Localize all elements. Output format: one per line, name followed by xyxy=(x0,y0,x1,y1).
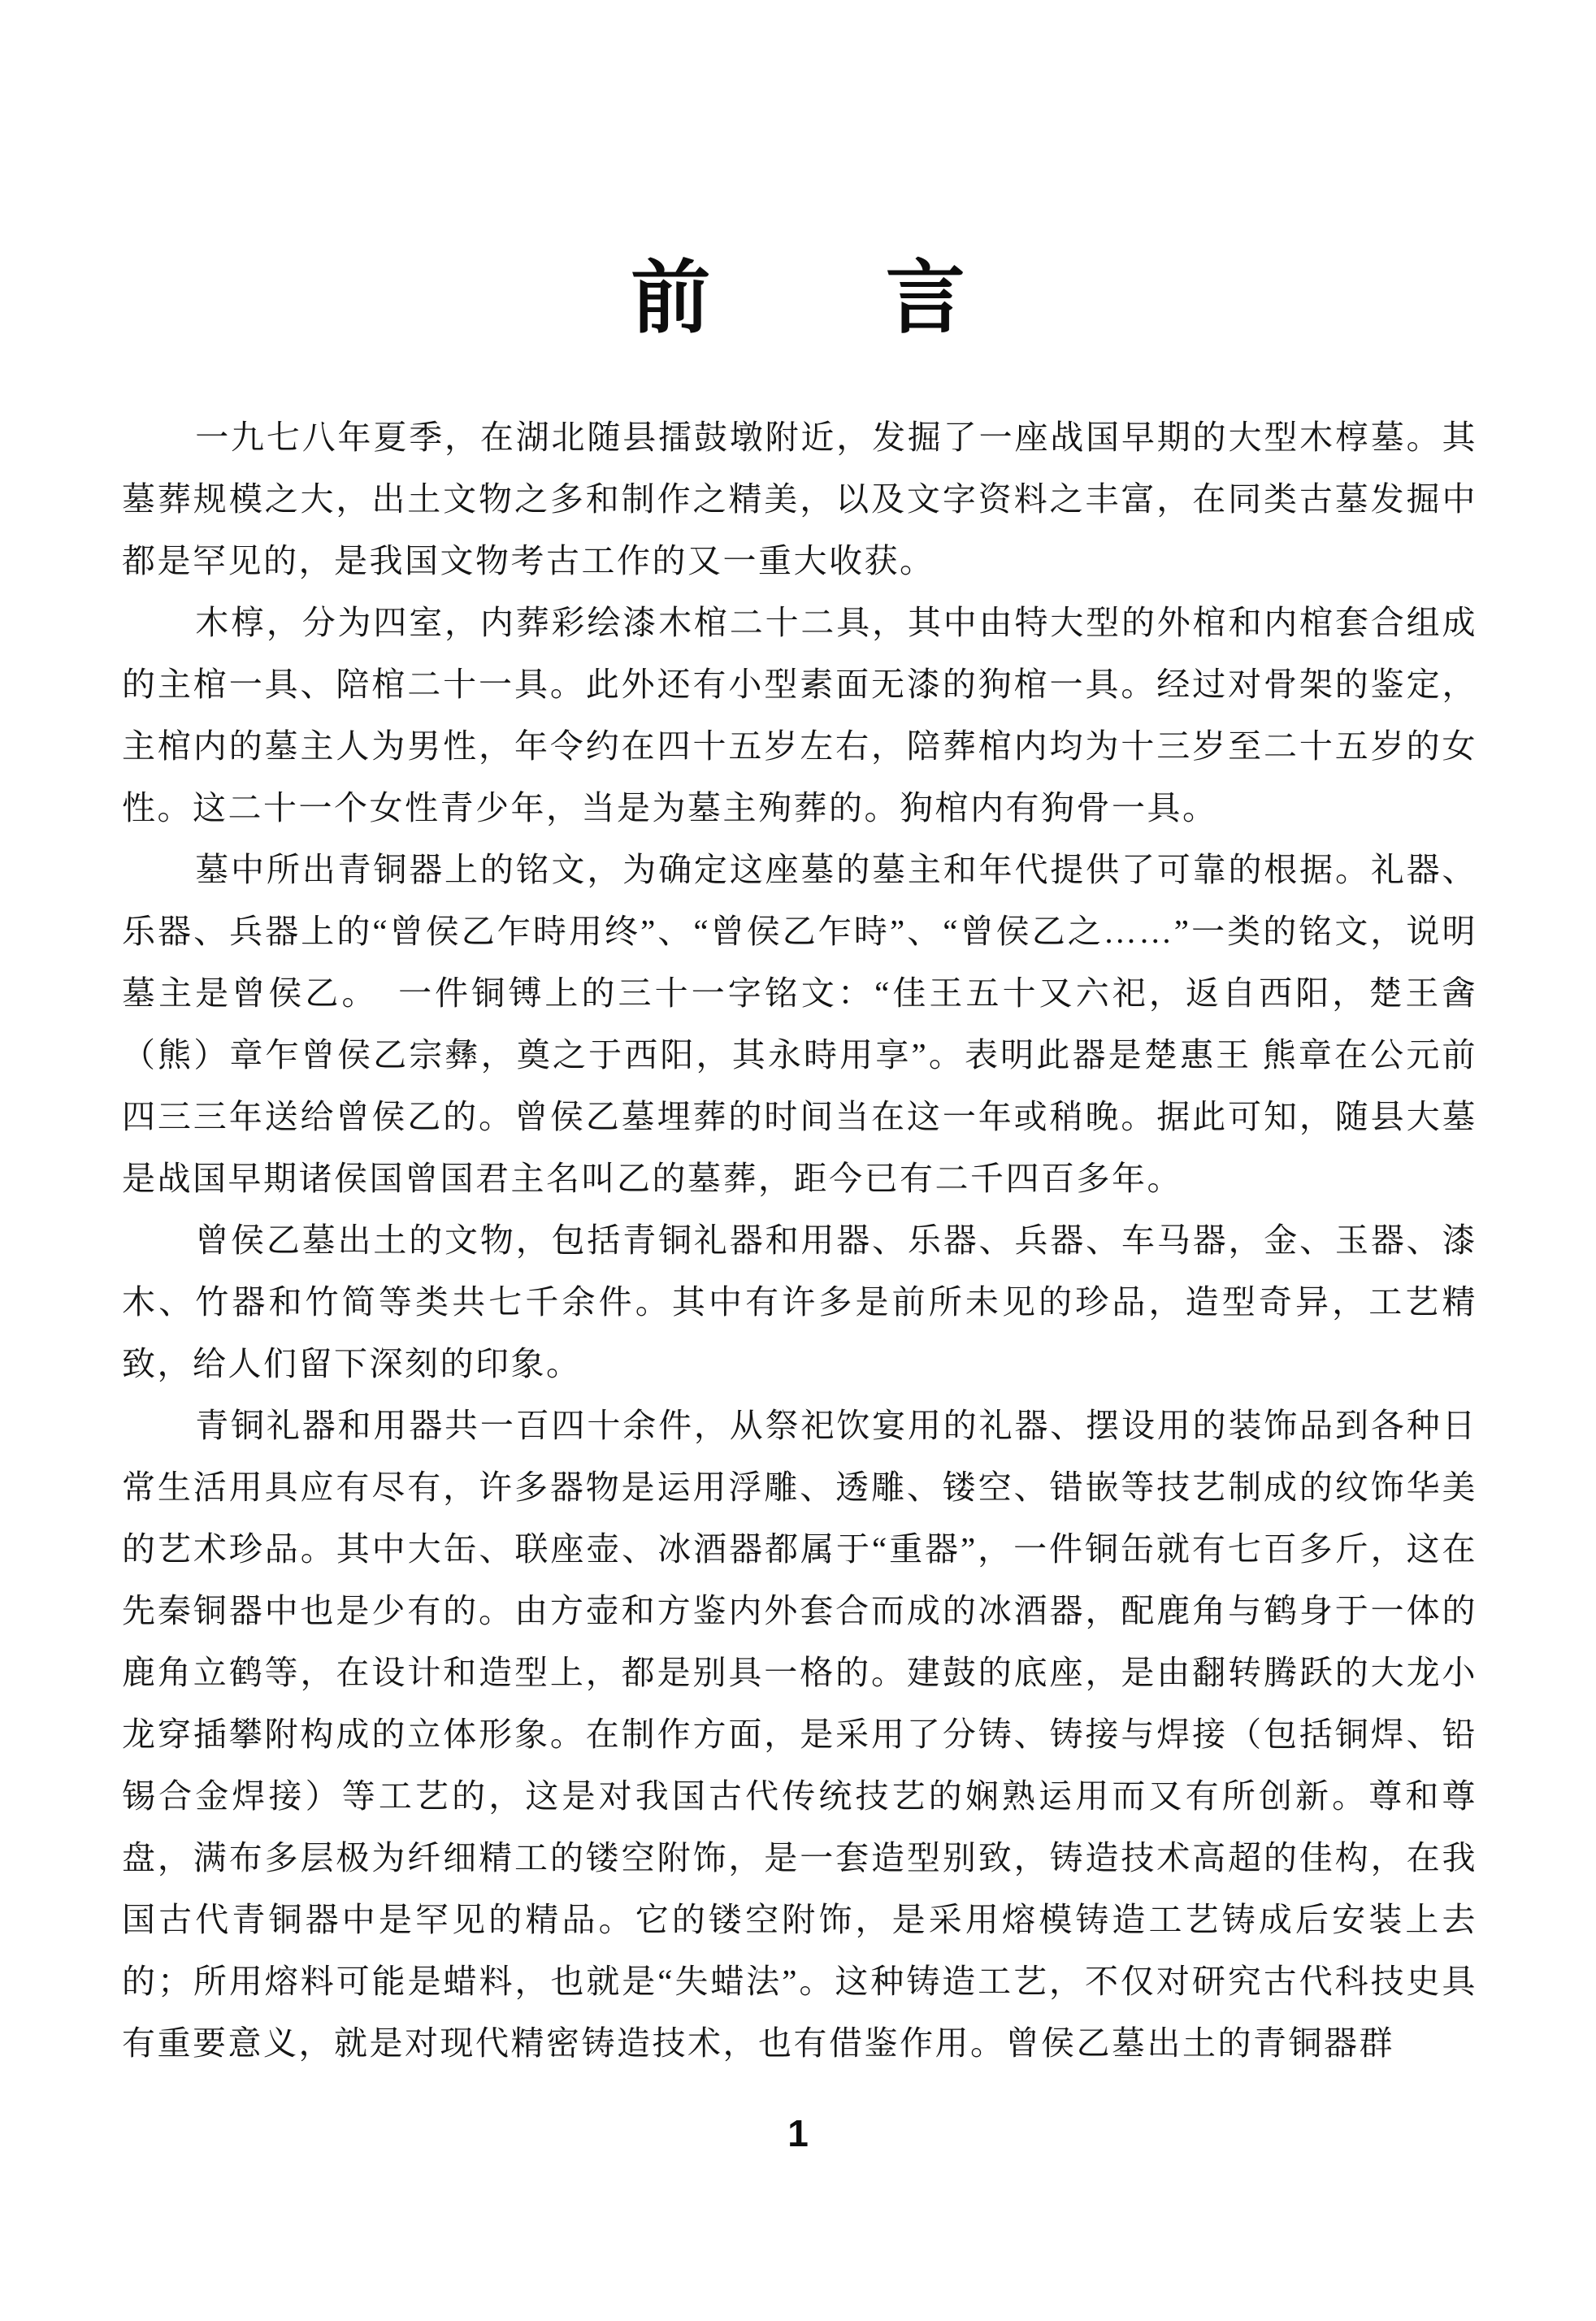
page-title: 前言 xyxy=(631,255,1141,343)
paragraph: 木椁，分为四室，内葬彩绘漆木棺二十二具，其中由特大型的外棺和内棺套合组成的主棺一具、陪棺二十一具。此外还有小型素面无漆的狗棺一具。经过对骨架的鉴定，主棺内的墓主人为男性，年令约在四十五岁左右，陪葬棺内均为十三岁至二十五岁的女性。这二十一个女性青少年，当是为墓主殉葬的。狗棺内有狗骨一具。 xyxy=(122,604,1477,826)
paragraph: 墓中所出青铜器上的铭文，为确定这座墓的墓主和年代提供了可靠的根据。礼器、乐器、兵器上的“曾侯乙乍時用终”、“曾侯乙乍時”、“曾侯乙之……”一类的铭文，说明墓主是曾侯乙。 一件铜镈上的三十一字铭文：“佳王五十又六祀，返自西阳，楚王酓（熊）章乍曾侯乙宗彝，奠之于西阳，其永時用享”。表明此器是楚惠王 熊章在公元前四三三年送给曾侯乙的。曾侯乙墓埋葬的时间当在这一年或稍晚。据此可知，随县大墓是战国早期诸侯国曾国君主名叫乙的墓葬，距今已有二千四百多年。 xyxy=(122,851,1477,1197)
paragraph: 曾侯乙墓出土的文物，包括青铜礼器和用器、乐器、兵器、车马器，金、玉器、漆木、竹器和竹简等类共七千余件。其中有许多是前所未见的珍品，造型奇异，工艺精致，给人们留下深刻的印象。 xyxy=(122,1221,1477,1382)
paragraph: 青铜礼器和用器共一百四十余件，从祭祀饮宴用的礼器、摆设用的装饰品到各种日常生活用具应有尽有，许多器物是运用浮雕、透雕、镂空、错嵌等技艺制成的纹饰华美的艺术珍品。其中大缶、联座壶、冰酒器都属于“重器”，一件铜缶就有七百多斤，这在先秦铜器中也是少有的。由方壶和方鉴内外套合而成的冰酒器，配鹿角与鹤身于一体的鹿角立鹤等，在设计和造型上，都是别具一格的。建鼓的底座，是由翻转腾跃的大龙小龙穿插攀附构成的立体形象。在制作方面，是采用了分铸、铸接与焊接（包括铜焊、铅锡合金焊接）等工艺的，这是对我国古代传统技艺的娴熟运用而又有所创新。尊和尊盘，满布多层极为纤细精工的镂空附饰，是一套造型别致，铸造技术高超的佳构，在我国古代青铜器中是罕见的精品。它的镂空附饰，是采用熔模铸造工艺铸成后安装上去的；所用熔料可能是蜡料，也就是“失蜡法”。这种铸造工艺，不仅对研究古代科技史具有重要意义，就是对现代精密铸造技术，也有借鉴作用。曾侯乙墓出土的青铜器群 xyxy=(122,1407,1477,2062)
body-text xyxy=(122,406,1477,2074)
page-number: 1 xyxy=(787,2112,809,2154)
paragraph: 一九七八年夏季，在湖北随县擂鼓墩附近，发掘了一座战国早期的大型木椁墓。其墓葬规模之大，出土文物之多和制作之精美，以及文字资料之丰富，在同类古墓发掘中都是罕见的，是我国文物考古工作的又一重大收获。 xyxy=(122,419,1477,579)
